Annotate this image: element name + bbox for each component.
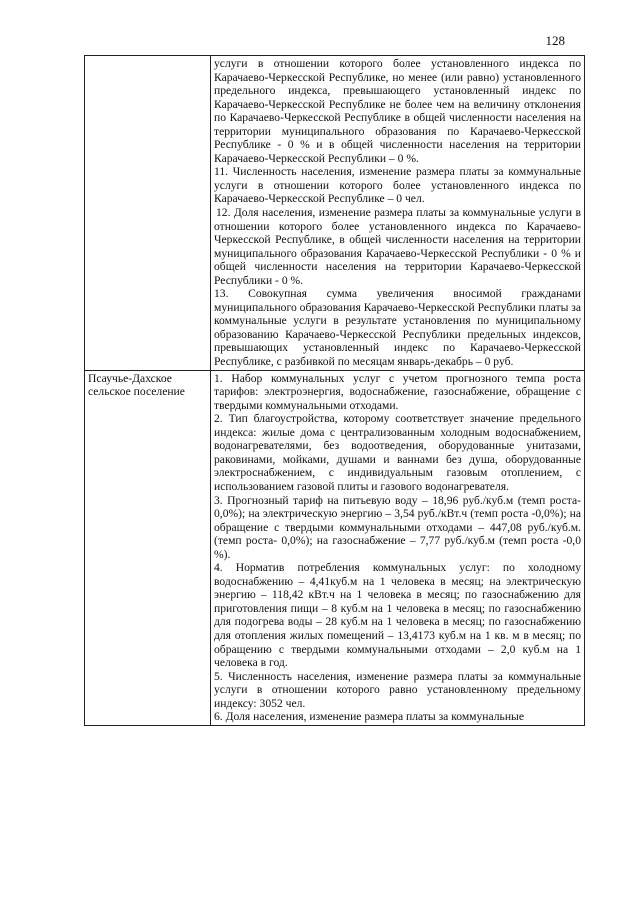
paragraph: 11. Численность населения, изменение размера платы за коммунальные услуги в отношении которого более установленного индекса по Карачаево-Черкесской Республике – 0 чел. — [214, 165, 581, 206]
paragraph: 2. Тип благоустройства, которому соответствует значение предельного индекса: жилые дома с централизованным холодным водоснабжением, водонагревателями, без водоотведения, оборудованные унитазами, раковинами, мойками, душами и ваннами без душа, оборудованные электроснабжением, с индивидуальным газовым отоплением, с использованием газовой плиты и газового водонагревателя. — [214, 412, 581, 493]
paragraph: 13. Совокупная сумма увеличения вносимой гражданами муниципального образования Карачаево-Черкесской Республики платы за коммунальные услуги в результате установления по муниципальному образованию Карачаево-Черкесской Республики предельных индексов, превышающих установленный индекс по Карачаево-Черкесской Республике, с разбивкой по месяцам январь-декабрь – 0 руб. — [214, 287, 581, 369]
paragraph: 3. Прогнозный тариф на питьевую воду – 18,96 руб./куб.м (темп роста- 0,0%); на электрическую энергию – 3,54 руб./кВт.ч (темп роста -0,0%); на обращение с твердыми коммунальными отходами – 447,08 руб./куб.м. (темп роста- 0,0%); на газоснабжение – 7,77 руб./куб.м (темп роста -0,0 %). — [214, 493, 581, 561]
description-cell — [211, 370, 585, 725]
territory-cell — [85, 370, 211, 725]
paragraph: 5. Численность населения, изменение размера платы за коммунальные услуги в отношении которого равно установленному предельному индексу: 3052 чел. — [214, 669, 581, 710]
territory-name: Псаучье-Дахское сельское поселение — [88, 371, 185, 399]
paragraph: 1. Набор коммунальных услуг с учетом прогнозного темпа роста тарифов: электроэнергия, водоснабжение, газоснабжение, обращение с твердыми коммунальными отходами. — [214, 371, 581, 412]
table-row — [85, 370, 585, 725]
paragraph: 12. Доля населения, изменение размера платы за коммунальные услуги в отношении которого более установленного индекса по Карачаево-Черкесской Республике, в общей численности населения на территории муниципального образования Карачаево-Черкесской Республики - 0 % и общей численности населения на территории Карачаево-Черкесской Республики - 0 %. — [214, 206, 581, 287]
table-row — [85, 56, 585, 371]
paragraph: 4. Норматив потребления коммунальных услуг: по холодному водоснабжению – 4,41куб.м на 1 человека в месяц; на электрическую энергию – 118,42 кВт.ч на 1 человека в месяц; по газоснабжению для приготовления пищи – 8 куб.м на 1 человека в месяц; по газоснабжению для подогрева воды – 28 куб.м на 1 человека в месяц; по газоснабжению для отопления жилых помещений – 13,4173 куб.м на 1 кв. м в месяц; по обращению с твердыми коммунальными отходами – 2,0 куб.м на 1 человека в год. — [214, 561, 581, 670]
page-number: 128 — [545, 33, 565, 48]
indices-table — [84, 55, 585, 726]
description-cell — [211, 56, 585, 371]
territory-cell — [85, 56, 211, 371]
paragraph: услуги в отношении которого более установленного индекса по Карачаево-Черкесской Республике, но менее (или равно) установленного предельного индекса, превышающего установленный индекс по Карачаево-Черкесской Республике не более чем на величину отклонения по Карачаево-Черкесской Республике в общей численности населения на территории муниципального образования по Карачаево-Черкесской Республике - 0 % и в общей численности населения на территории Карачаево-Черкесской Республики – 0 %. — [214, 57, 581, 165]
paragraph: 6. Доля населения, изменение размера платы за коммунальные — [214, 710, 524, 724]
